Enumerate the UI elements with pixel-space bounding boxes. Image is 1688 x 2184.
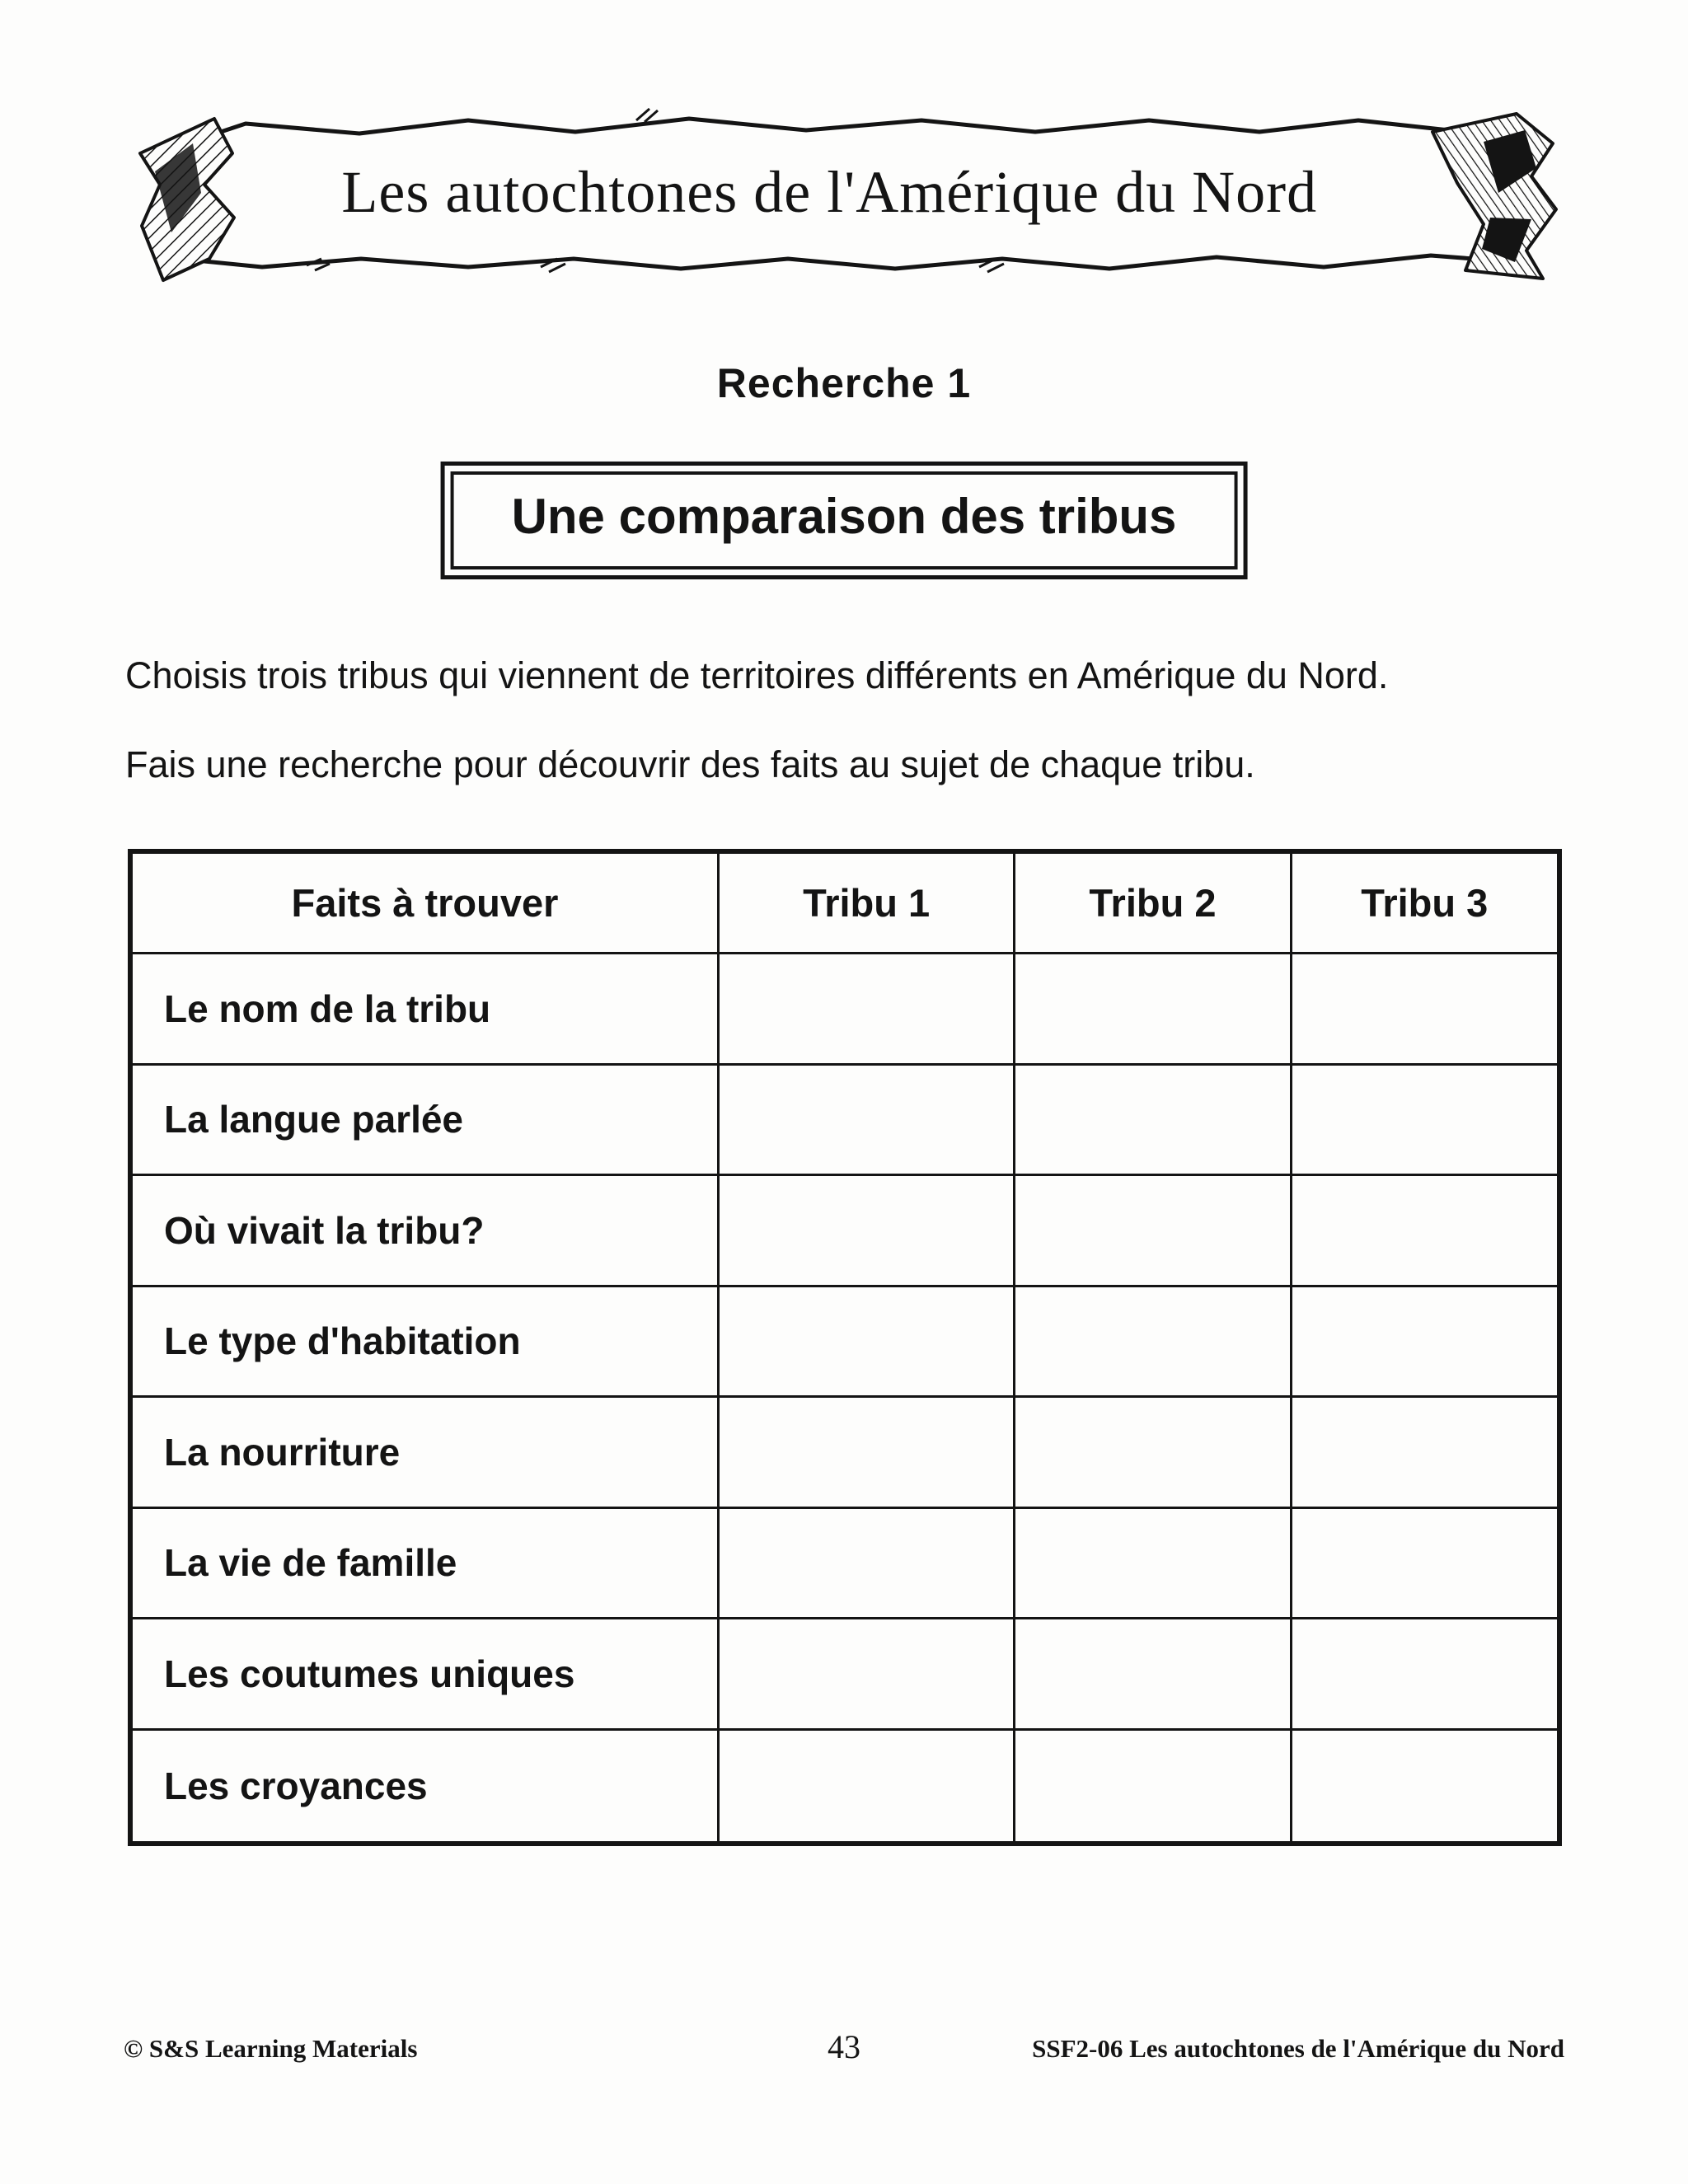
table-cell-empty (1292, 1509, 1557, 1620)
table-cell-empty (1015, 1619, 1292, 1731)
section-heading: Recherche 1 (716, 360, 972, 406)
banner-title: Les autochtones de l'Amérique du Nord (341, 159, 1318, 226)
instruction-line-1: Choisis trois tribus qui viennent de territoires différents en Amérique du Nord. (125, 654, 1389, 696)
table-cell-empty (1015, 954, 1292, 1066)
footer-code: SSF2-06 Les autochtones de l'Amérique du Nord (1032, 2034, 1564, 2063)
table-row-label: Le type d'habitation (133, 1287, 720, 1399)
table-cell-empty (1292, 954, 1557, 1066)
table-cell-empty (720, 954, 1015, 1066)
table-cell-empty (720, 1731, 1015, 1842)
table-cell-empty (1292, 1287, 1557, 1399)
table-row-label: La langue parlée (133, 1066, 720, 1177)
page-number: 43 (828, 2028, 860, 2065)
table-cell-empty (1292, 1176, 1557, 1287)
table-cell-empty (1015, 1398, 1292, 1509)
copyright-text: © S&S Learning Materials (124, 2034, 418, 2063)
title-banner (112, 92, 1576, 298)
table-header-cell: Tribu 1 (720, 854, 1015, 954)
title-box-inner (451, 471, 1238, 569)
table-cell-empty (1015, 1509, 1292, 1620)
table-cell-empty (720, 1398, 1015, 1509)
table-row-label: Le nom de la tribu (133, 954, 720, 1066)
table-cell-empty (720, 1176, 1015, 1287)
table-cell-empty (1292, 1619, 1557, 1731)
table-row-label: Les croyances (133, 1731, 720, 1842)
table-cell-empty (720, 1287, 1015, 1399)
table-cell-empty (1292, 1398, 1557, 1509)
table-row-label: La vie de famille (133, 1509, 720, 1620)
table-row-label: Les coutumes uniques (133, 1619, 720, 1731)
table-header-cell: Tribu 3 (1292, 854, 1557, 954)
table-cell-empty (1015, 1731, 1292, 1842)
table-cell-empty (1292, 1066, 1557, 1177)
table-cell-empty (720, 1066, 1015, 1177)
table-cell-empty (1015, 1066, 1292, 1177)
table-header-cell: Faits à trouver (133, 854, 720, 954)
table-header-cell: Tribu 2 (1015, 854, 1292, 954)
table-cell-empty (720, 1509, 1015, 1620)
table-cell-empty (1015, 1176, 1292, 1287)
table-row-label: Où vivait la tribu? (133, 1176, 720, 1287)
box-title: Une comparaison des tribus (511, 489, 1177, 544)
comparison-table (128, 849, 1562, 1846)
table-row-label: La nourriture (133, 1398, 720, 1509)
title-box (441, 462, 1248, 579)
instruction-line-2: Fais une recherche pour découvrir des faits au sujet de chaque tribu. (125, 743, 1255, 785)
footer (124, 2027, 1564, 2077)
table-cell-empty (720, 1619, 1015, 1731)
table-cell-empty (1292, 1731, 1557, 1842)
table-cell-empty (1015, 1287, 1292, 1399)
